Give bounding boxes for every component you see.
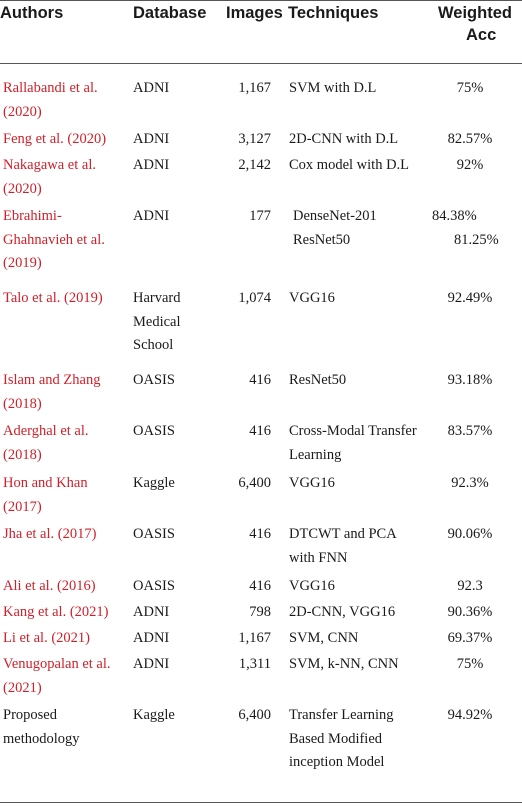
weighted-acc-cell: 92.3%: [451, 475, 489, 491]
bottom-rule: [0, 802, 522, 803]
techniques-cell: SVM with D.L: [289, 80, 377, 96]
images-cell: 416: [249, 423, 271, 439]
techniques-cell: VGG16: [289, 290, 335, 306]
techniques-cell: Cox model with D.L: [289, 157, 410, 173]
author-citation: (2020): [3, 103, 42, 120]
techniques-cell: VGG16: [289, 578, 335, 594]
author-citation: Hon and Khan: [3, 475, 88, 491]
header-techniques: Techniques: [288, 4, 379, 22]
author-citation: Nakagawa et al.: [3, 157, 96, 173]
weighted-acc-cell: 93.18%: [447, 372, 493, 388]
images-cell: 1,074: [238, 290, 271, 306]
database-cell: ADNI: [133, 157, 170, 173]
header-images: Images: [226, 4, 283, 22]
weighted-acc-cell: 81.25%: [454, 231, 499, 248]
author-citation: Kang et al. (2021): [3, 604, 109, 620]
header-rule: [0, 63, 522, 64]
techniques-cell: Transfer Learning: [289, 707, 394, 723]
database-cell: ADNI: [133, 80, 170, 96]
database-cell: School: [133, 337, 174, 353]
author-citation: Rallabandi et al.: [3, 80, 98, 96]
weighted-acc-cell: 90.36%: [447, 604, 493, 620]
database-cell: Medical: [133, 313, 181, 330]
techniques-cell: SVM, k-NN, CNN: [289, 656, 399, 672]
weighted-acc-cell: 84.38%: [432, 208, 477, 224]
database-cell: Harvard: [133, 290, 181, 306]
author-citation: Aderghal et al.: [3, 423, 89, 439]
header-database: Database: [133, 4, 207, 22]
images-cell: 177: [249, 208, 271, 224]
author-citation: Jha et al. (2017): [3, 526, 97, 542]
database-cell: ADNI: [133, 656, 170, 672]
images-cell: 798: [249, 604, 271, 620]
images-cell: 6,400: [238, 707, 271, 723]
techniques-cell: with FNN: [289, 549, 348, 566]
weighted-acc-cell: 94.92%: [447, 707, 493, 723]
author-citation: (2018): [3, 446, 42, 463]
author-citation: (2019): [3, 255, 42, 271]
author-citation: Li et al. (2021): [3, 630, 90, 646]
database-cell: OASIS: [133, 423, 175, 439]
author-citation: Venugopalan et al.: [3, 656, 111, 672]
header-acc-line1: Weighted: [438, 4, 512, 22]
weighted-acc-cell: 69.37%: [447, 630, 493, 646]
weighted-acc-cell: 90.06%: [447, 526, 493, 542]
techniques-cell: inception Model: [289, 754, 385, 770]
header-authors: Authors: [0, 4, 64, 22]
images-cell: 2,142: [238, 157, 271, 173]
author-citation: Ebrahimi-: [3, 208, 62, 224]
author-citation: Talo et al. (2019): [3, 290, 103, 306]
techniques-cell: Cross-Modal Transfer: [289, 423, 417, 439]
database-cell: OASIS: [133, 526, 175, 542]
images-cell: 416: [249, 372, 271, 388]
weighted-acc-cell: 83.57%: [447, 423, 493, 439]
database-cell: ADNI: [133, 604, 170, 620]
images-cell: 1,167: [238, 630, 271, 646]
techniques-cell: ResNet50: [289, 372, 347, 388]
database-cell: ADNI: [133, 630, 170, 646]
techniques-cell: 2D-CNN, VGG16: [289, 604, 396, 620]
weighted-acc-cell: 92.3: [457, 578, 483, 594]
author-citation: Ghahnavieh et al.: [3, 231, 105, 248]
techniques-cell: 2D-CNN with D.L: [289, 131, 399, 147]
weighted-acc-cell: 92%: [456, 157, 484, 173]
images-cell: 3,127: [238, 131, 271, 147]
weighted-acc-cell: 75%: [456, 80, 484, 96]
top-rule: [0, 0, 522, 1]
header-acc-line2: Acc: [466, 26, 497, 44]
images-cell: 6,400: [238, 475, 271, 491]
techniques-cell: ResNet50: [293, 231, 351, 248]
techniques-cell: VGG16: [289, 475, 335, 491]
database-cell: ADNI: [133, 131, 170, 147]
techniques-cell: SVM, CNN: [289, 630, 359, 646]
images-cell: 1,167: [238, 80, 271, 96]
weighted-acc-cell: 92.49%: [447, 290, 493, 306]
weighted-acc-cell: 75%: [456, 656, 484, 672]
author-citation: Feng et al. (2020): [3, 131, 107, 147]
author-citation: Proposed: [3, 707, 57, 723]
images-cell: 416: [249, 526, 271, 542]
database-cell: OASIS: [133, 578, 175, 594]
database-cell: OASIS: [133, 372, 175, 388]
images-cell: 416: [249, 578, 271, 594]
author-citation: (2021): [3, 679, 42, 696]
techniques-cell: Based Modified: [289, 730, 383, 747]
database-cell: ADNI: [133, 208, 170, 224]
author-citation: (2017): [3, 498, 42, 515]
author-citation: Ali et al. (2016): [3, 578, 96, 594]
author-citation: (2018): [3, 395, 42, 412]
techniques-cell: DenseNet-201: [293, 208, 377, 224]
images-cell: 1,311: [238, 656, 271, 672]
database-cell: Kaggle: [133, 475, 175, 491]
weighted-acc-cell: 82.57%: [447, 131, 493, 147]
techniques-cell: Learning: [289, 446, 342, 463]
techniques-cell: DTCWT and PCA: [289, 526, 397, 542]
author-citation: (2020): [3, 180, 42, 197]
database-cell: Kaggle: [133, 707, 175, 723]
author-citation: methodology: [3, 730, 80, 747]
author-citation: Islam and Zhang: [3, 372, 101, 388]
